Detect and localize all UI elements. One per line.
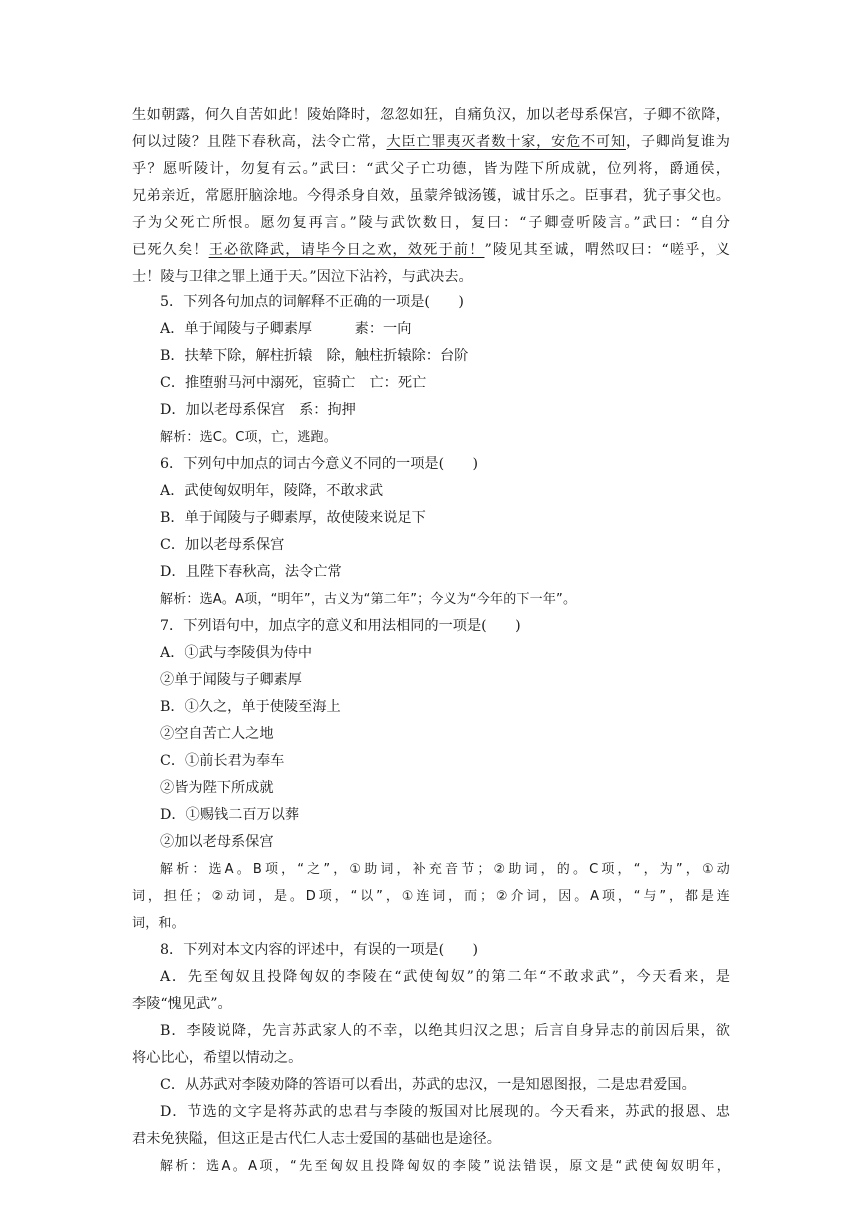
q8-option-a-cont: 李陵“愧见武”。 [132, 996, 232, 1012]
underlined-sentence: 王必欲降武，请毕今日之欢，效死于前！ [208, 242, 485, 258]
q7-analysis-line: 词，担任；②动词，是。D项，“以”，①连词，而；②介词，因。A项，“与”，都是连 [132, 889, 730, 904]
q8-option-d: D．节选的文字是将苏武的忠君与李陵的叛国对比展现的。今天看来，苏武的报恩、忠 [160, 1104, 730, 1120]
q8-option-c: C．从苏武对李陵劝降的答语可以看出，苏武的忠汉，一是知恩图报，二是忠君爱国。 [160, 1077, 696, 1093]
question-5-stem: 5．下列各句加点的词解释不正确的一项是( ) [160, 294, 464, 310]
passage-line: 何以过陵？且陛下春秋高，法令亡常，大臣亡罪夷灭者数十家，安危不可知，子卿尚复谁为 [132, 134, 730, 150]
q7-option-c2: ②皆为陛下所成就 [160, 780, 274, 796]
q7-option-a2: ②单于闻陵与子卿素厚 [160, 672, 302, 688]
q5-option-a: A．单于闻陵与子卿素厚 素：一向 [160, 321, 412, 337]
question-8-stem: 8．下列对本文内容的评述中，有误的一项是( ) [160, 942, 479, 958]
q7-option-b2: ②空自苦亡人之地 [160, 726, 274, 742]
q8-option-b: B．李陵说降，先言苏武家人的不幸，以绝其归汉之思；后言自身异志的前因后果，欲 [160, 1023, 730, 1039]
q8-option-b-cont: 将心比心，希望以情动之。 [132, 1050, 303, 1066]
q5-option-d: D．加以老母系保宫 系：拘押 [160, 402, 356, 418]
q7-analysis-line: 词，和。 [132, 916, 185, 931]
q7-option-b1: B．①久之，单于使陵至海上 [160, 699, 341, 715]
q8-analysis-line: 解析：选A。A项，“先至匈奴且投降匈奴的李陵”说法错误，原文是“武使匈奴明年， [160, 1159, 730, 1174]
q7-analysis-line: 解析：选A。B项，“之”，①助词，补充音节；②助词，的。C项，“，为”，①动 [160, 862, 730, 877]
passage-line: 兄弟亲近，常愿肝脑涂地。今得杀身自效，虽蒙斧钺汤镬，诚甘乐之。臣事君，犹子事父也。 [132, 188, 730, 204]
q5-option-c: C．推堕驸马河中溺死，宦骑亡 亡：死亡 [160, 375, 427, 391]
q7-option-d1: D．①赐钱二百万以葬 [160, 807, 300, 823]
q7-option-c1: C．①前长君为奉车 [160, 753, 285, 769]
passage-line: 子为父死亡所恨。愿勿复再言。”陵与武饮数日，复曰：“子卿壹听陵言。”武曰：“自分 [132, 215, 730, 231]
q6-option-d: D．且陛下春秋高，法令亡常 [160, 564, 342, 580]
passage-line: 生如朝露，何久自苦如此！陵始降时，忽忽如狂，自痛负汉，加以老母系保宫，子卿不欲降， [132, 107, 730, 123]
question-7-stem: 7．下列语句中，加点字的意义和用法相同的一项是( ) [160, 618, 521, 634]
passage-line: 士！陵与卫律之罪上通于天。”因泣下沾衿，与武决去。 [132, 269, 473, 285]
passage-line: 乎？愿听陵计，勿复有云。”武曰：“武父子亡功德，皆为陛下所成就，位列将，爵通侯， [132, 161, 730, 177]
q5-option-b: B．扶辇下除，解柱折辕 除，触柱折辕除：台阶 [160, 348, 469, 364]
underlined-sentence: 大臣亡罪夷灭者数十家，安危不可知 [386, 134, 626, 150]
q8-option-d-cont: 君未免狭隘，但这正是古代仁人志士爱国的基础也是途径。 [132, 1131, 501, 1147]
q7-option-d2: ②加以老母系保宫 [160, 834, 274, 850]
q6-option-a: A．武使匈奴明年，陵降，不敢求武 [160, 483, 384, 499]
q5-analysis: 解析：选C。C项，亡，逃跑。 [160, 430, 337, 445]
q6-analysis: 解析：选A。A项，“明年”，古义为“第二年”；今义为“今年的下一年”。 [160, 592, 577, 607]
q6-option-c: C．加以老母系保宫 [160, 537, 285, 553]
q8-option-a: A．先至匈奴且投降匈奴的李陵在“武使匈奴”的第二年“不敢求武”，今天看来，是 [160, 969, 730, 985]
question-6-stem: 6．下列句中加点的词古今意义不同的一项是( ) [160, 456, 479, 472]
passage-line: 已死久矣！王必欲降武，请毕今日之欢，效死于前！”陵见其至诚，喟然叹曰：“嗟乎，义 [132, 242, 730, 258]
q7-option-a1: A．①武与李陵俱为侍中 [160, 645, 313, 661]
q6-option-b: B．单于闻陵与子卿素厚，故使陵来说足下 [160, 510, 426, 526]
